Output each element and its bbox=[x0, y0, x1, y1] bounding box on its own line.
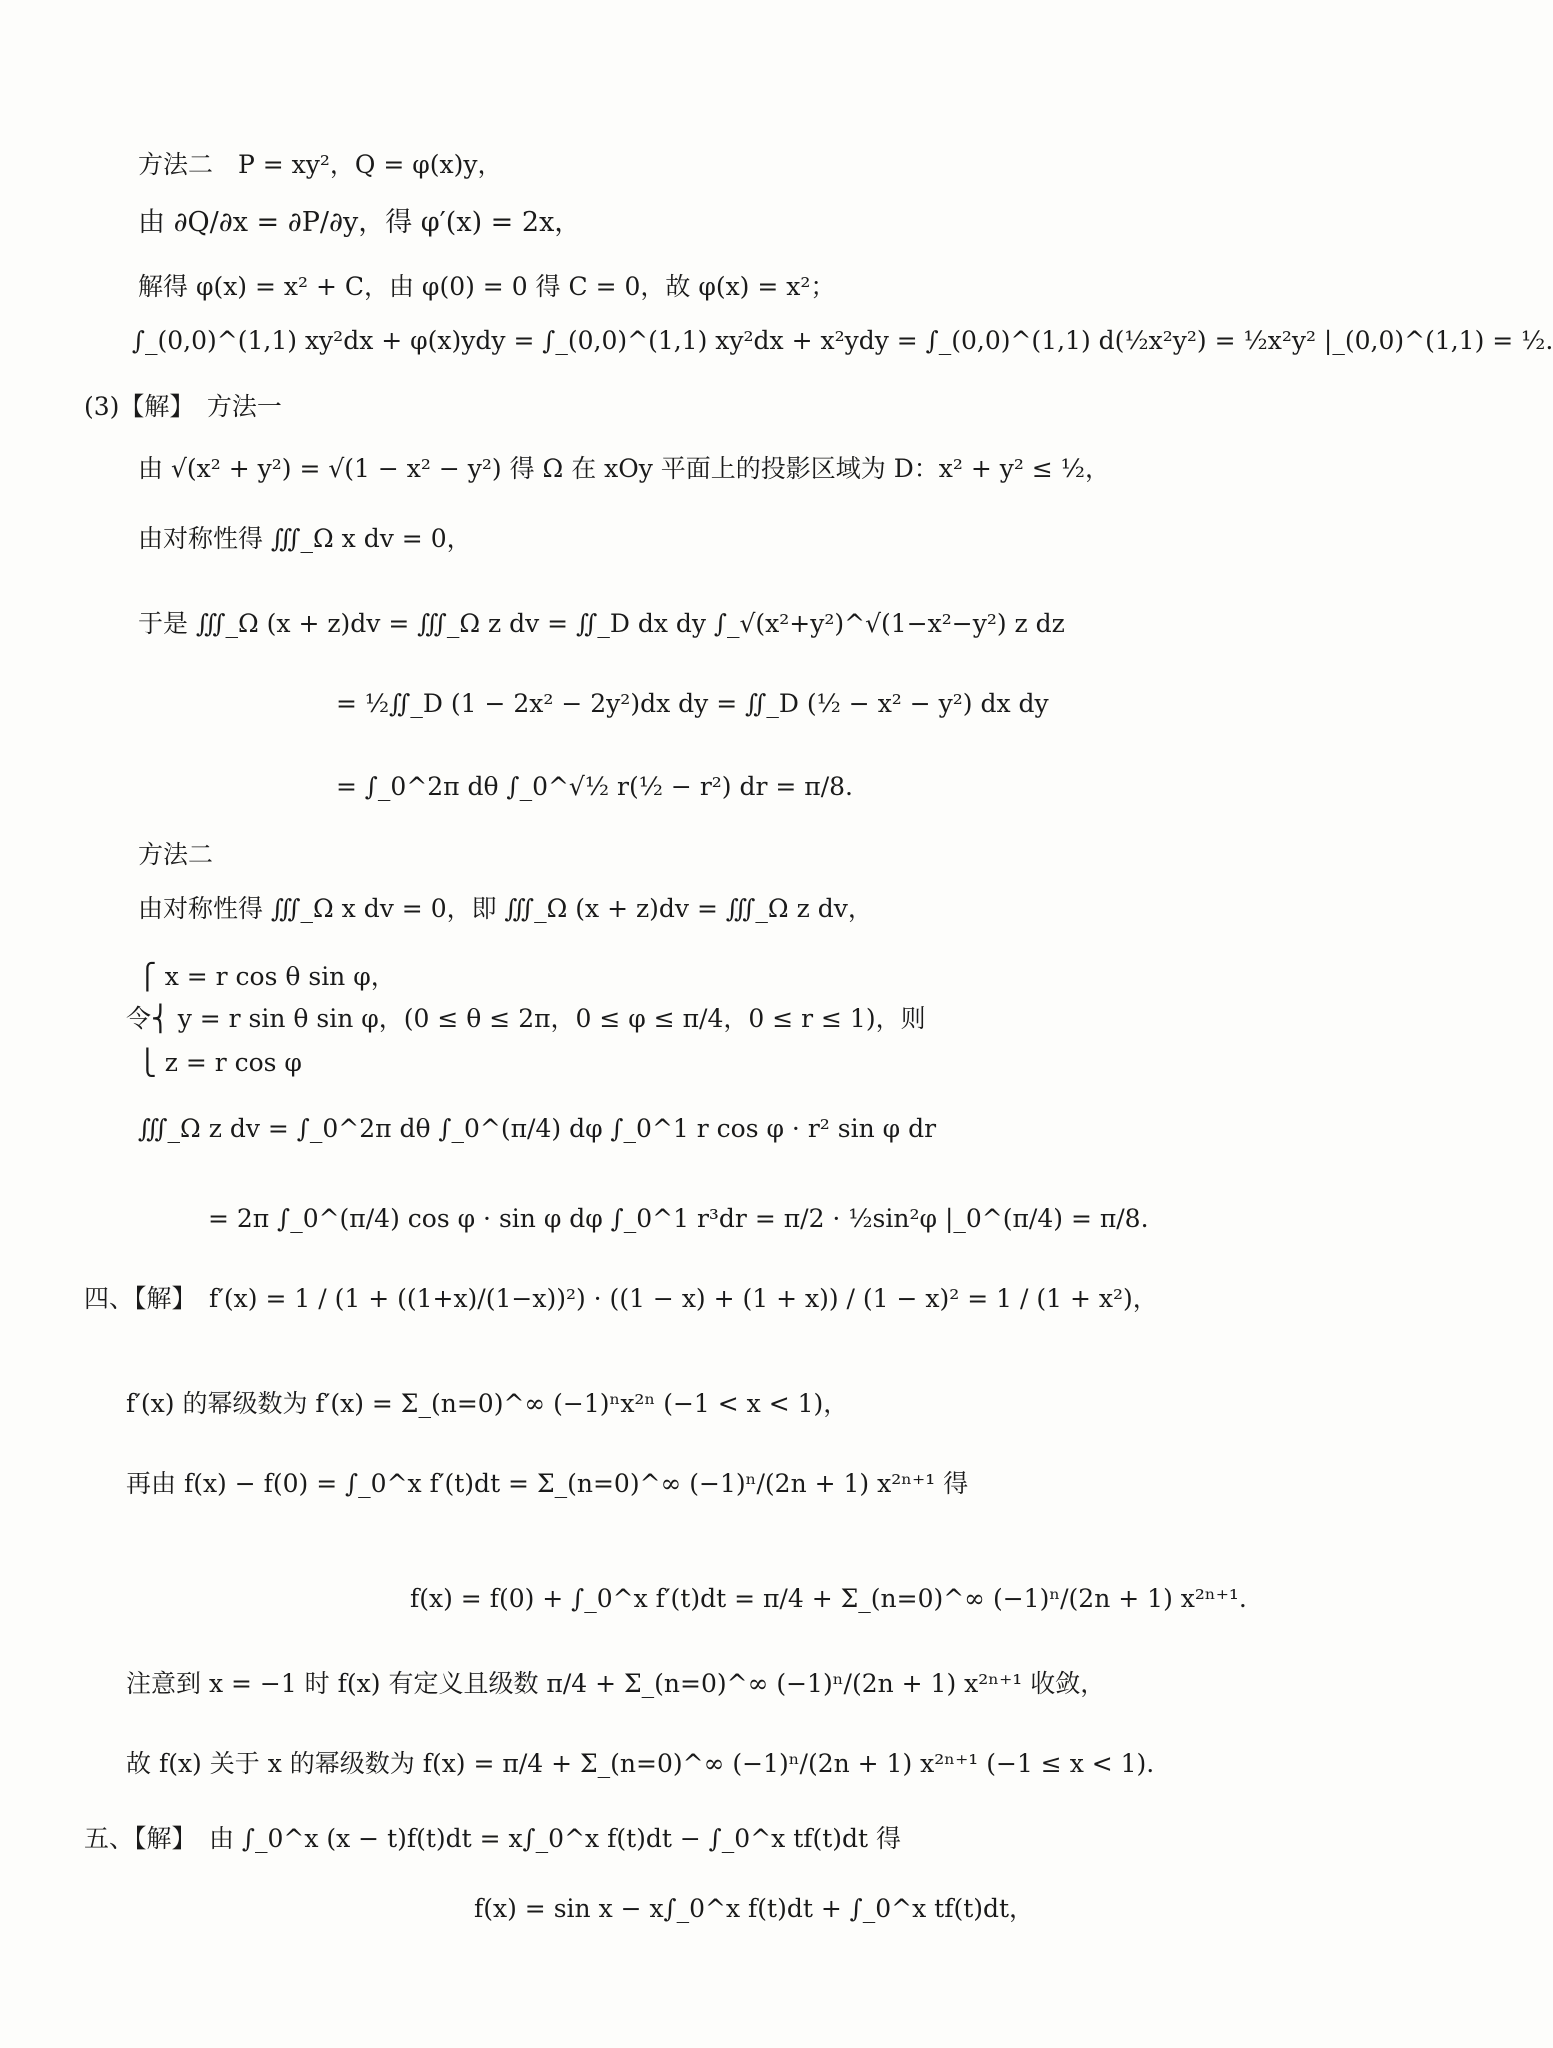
part3-projection-line: 由 √(x² + y²) = √(1 − x² − y²) 得 Ω 在 xOy 平面上的投影区域为 D：x² + y² ≤ ½， bbox=[138, 454, 1110, 483]
part3-spherical-2: = 2π ∫_0^(π/4) cos φ · sin φ dφ ∫_0^1 r³dr = π/2 · ½sin²φ |_0^(π/4) = π/8. bbox=[208, 1204, 1149, 1233]
part3-equation-2: = ½∬_D (1 − 2x² − 2y²)dx dy = ∬_D (½ − x² − y²) dx dy bbox=[336, 689, 1049, 718]
part4-note-line: 注意到 x = −1 时 f(x) 有定义且级数 π/4 + Σ_(n=0)^∞ (−1)ⁿ/(2n + 1) x²ⁿ⁺¹ 收敛， bbox=[126, 1669, 1106, 1698]
part3-method2-symmetry: 由对称性得 ∭_Ω x dv = 0，即 ∭_Ω (x + z)dv = ∭_Ω z dv， bbox=[138, 894, 873, 923]
part4-header-line: 四、【解】 f′(x) = 1 / (1 + ((1+x)/(1−x))²) · ((1 − x) + (1 + x)) / (1 − x)² = 1 / (1 + x²)， bbox=[84, 1284, 1158, 1313]
part4-series-line: f′(x) 的幂级数为 f′(x) = Σ_(n=0)^∞ (−1)ⁿx²ⁿ (−1 < x < 1)， bbox=[126, 1389, 849, 1418]
part4-integral-line: 再由 f(x) − f(0) = ∫_0^x f′(t)dt = Σ_(n=0)^∞ (−1)ⁿ/(2n + 1) x²ⁿ⁺¹ 得 bbox=[126, 1469, 969, 1498]
part3-symmetry-line: 由对称性得 ∭_Ω x dv = 0， bbox=[138, 524, 472, 553]
part3-equation-3: = ∫_0^2π dθ ∫_0^√½ r(½ − r²) dr = π/8. bbox=[336, 772, 853, 801]
method2-condition-line: 由 ∂Q/∂x = ∂P/∂y，得 φ′(x) = 2x， bbox=[138, 207, 582, 238]
part4-final-line: 故 f(x) 关于 x 的幂级数为 f(x) = π/4 + Σ_(n=0)^∞ (−1)ⁿ/(2n + 1) x²ⁿ⁺¹ (−1 ≤ x < 1). bbox=[126, 1749, 1155, 1778]
method2-header-line: 方法二 P = xy²，Q = φ(x)y， bbox=[138, 150, 503, 179]
part3-header: (3)【解】 方法一 bbox=[84, 392, 282, 421]
part3-equation-1: 于是 ∭_Ω (x + z)dv = ∭_Ω z dv = ∬_D dx dy ∫_√(x²+y²)^√(1−x²−y²) z dz bbox=[138, 609, 1065, 638]
method2-integral-line: ∫_(0,0)^(1,1) xy²dx + φ(x)ydy = ∫_(0,0)^(1,1) xy²dx + x²ydy = ∫_(0,0)^(1,1) d(½x²y²) = ½x²y² |_(0,0)^(1,1) = ½. bbox=[132, 326, 1553, 355]
part5-header-line: 五、【解】 由 ∫_0^x (x − t)f(t)dt = x∫_0^x f(t)dt − ∫_0^x tf(t)dt 得 bbox=[84, 1824, 902, 1853]
part4-result-line: f(x) = f(0) + ∫_0^x f′(t)dt = π/4 + Σ_(n=0)^∞ (−1)ⁿ/(2n + 1) x²ⁿ⁺¹. bbox=[410, 1584, 1247, 1613]
method2-solve-line: 解得 φ(x) = x² + C，由 φ(0) = 0 得 C = 0，故 φ(x) = x²； bbox=[138, 272, 836, 301]
part5-equation-line: f(x) = sin x − x∫_0^x f(t)dt + ∫_0^x tf(t)dt， bbox=[474, 1894, 1035, 1923]
part3-substitution-3: ⎩ z = r cos φ bbox=[138, 1048, 302, 1077]
part3-method2-header: 方法二 bbox=[138, 840, 214, 869]
part3-spherical-1: ∭_Ω z dv = ∫_0^2π dθ ∫_0^(π/4) dφ ∫_0^1 r cos φ · r² sin φ dr bbox=[138, 1114, 937, 1143]
part3-substitution-1: ⎧ x = r cos θ sin φ， bbox=[138, 962, 396, 991]
part3-substitution-2: 令⎨ y = r sin θ sin φ，(0 ≤ θ ≤ 2π，0 ≤ φ ≤ π/4，0 ≤ r ≤ 1)，则 bbox=[126, 1004, 926, 1033]
